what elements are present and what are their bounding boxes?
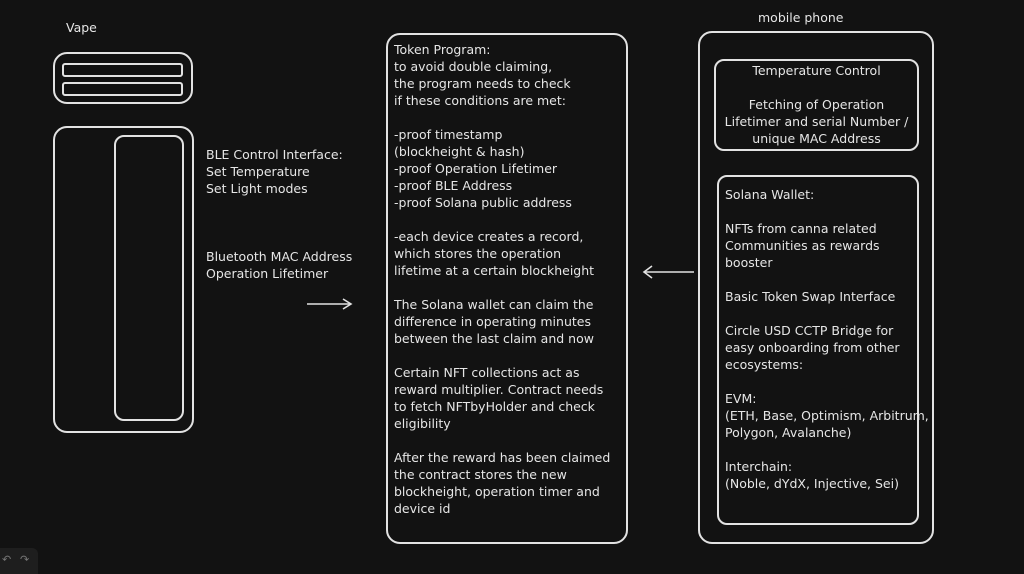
vape-title: Vape	[66, 20, 97, 35]
token-program-text: Token Program: to avoid double claiming, the program needs to check if these conditions are met: -proof timestamp (blockheight & hash) -proof Operation Lifetimer -proof BLE Address -proof Solana public address -each device creates a record, which stores the operation lifetime at a certain blockheight The Solana wallet can claim the difference in operating minutes between the last claim and now Certain NFT collections act as reward multiplier. Contract needs to fetch NFTbyHolder and check eligibility After the reward has been claimed the contract stores the new blockheight, operation timer and device id	[394, 42, 611, 516]
vape-slot-1	[62, 63, 183, 77]
vape-to-program-arrow	[305, 295, 355, 313]
phone-to-program-arrow	[640, 263, 698, 281]
ble-control-interface-text: BLE Control Interface: Set Temperature Set Light modes	[206, 147, 343, 196]
undo-icon[interactable]: ↶	[2, 553, 12, 566]
undo-redo-toolbar	[0, 548, 38, 574]
bluetooth-mac-text: Bluetooth MAC Address Operation Lifetimer	[206, 249, 353, 281]
vape-inner-panel	[114, 135, 184, 421]
mobile-phone-title: mobile phone	[758, 10, 844, 25]
temperature-control-text: Temperature Control Fetching of Operation Lifetimer and serial Number / unique MAC Address	[724, 63, 909, 146]
solana-wallet-text: Solana Wallet: NFTs from canna related Communities as rewards booster Basic Token Swap Interface Circle USD CCTP Bridge for easy onboarding from other ecosystems: EVM: (ETH, Base, Optimism, Arbitrum, Polygon, Avalanche) Interchain: (Noble, dYdX, Injective, Sei)	[725, 187, 929, 491]
vape-top-device	[53, 52, 193, 104]
vape-slot-2	[62, 82, 183, 96]
redo-icon[interactable]: ↷	[20, 553, 30, 566]
